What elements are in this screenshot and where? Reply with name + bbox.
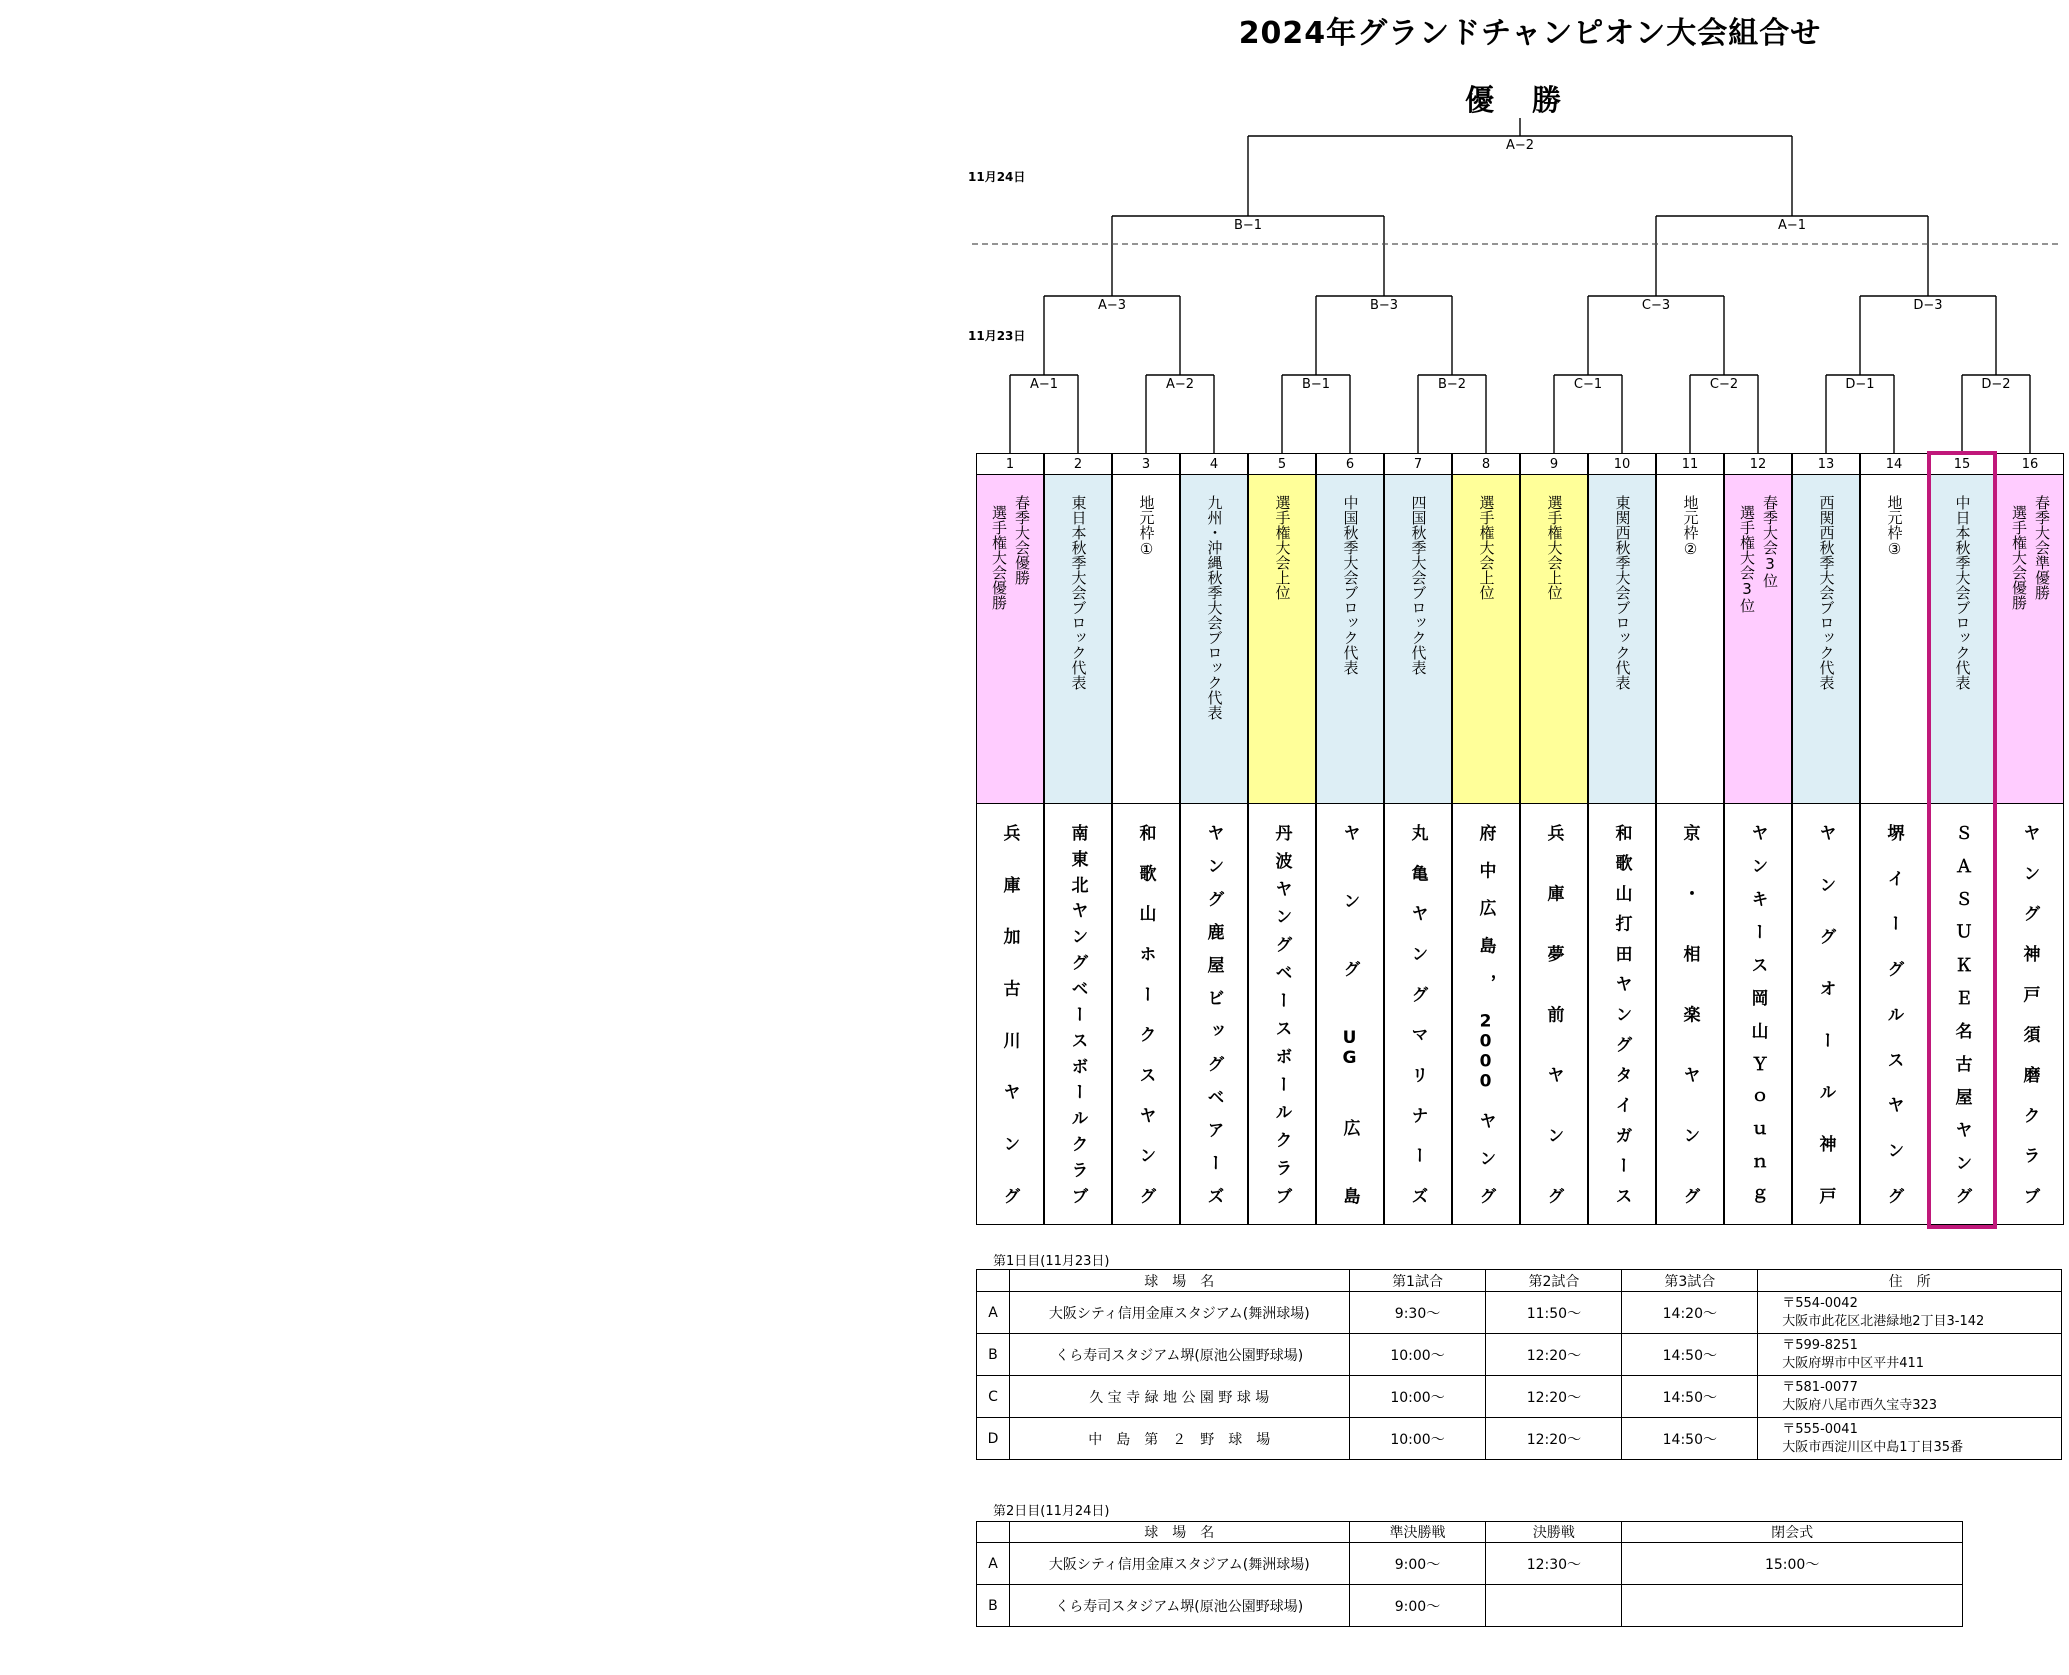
venue-id: A — [977, 1543, 1010, 1585]
slot-number: 11 — [1656, 453, 1724, 475]
slot-number: 14 — [1860, 453, 1928, 475]
match-label-semi: B−1 — [1218, 218, 1278, 233]
match-label-r1: D−2 — [1966, 377, 2026, 392]
date-day2: 11月24日 — [968, 170, 1026, 184]
champion-label: 優 勝 — [1464, 83, 1576, 117]
slot-qualification — [1316, 474, 1384, 804]
qualification-text: 地元枠② — [1681, 495, 1700, 558]
qualification-text-secondary: 選手権大会優勝 — [990, 505, 1008, 610]
slot-team — [1724, 803, 1792, 1225]
team-name: 和歌山ホークスヤング — [1135, 824, 1156, 1204]
qualification-text: 春季大会3位 — [1761, 495, 1779, 588]
slot-qualification — [1452, 474, 1520, 804]
venue-id: D — [977, 1418, 1010, 1460]
slot-qualification — [1180, 474, 1248, 804]
qualification-text-secondary: 選手権大会3位 — [1738, 505, 1756, 613]
match-label-r1: D−1 — [1830, 377, 1890, 392]
game1-time: 10:00〜 — [1349, 1334, 1486, 1376]
qualification-text: 四国秋季大会ブロック代表 — [1409, 495, 1428, 675]
venue-address — [1758, 1418, 2062, 1460]
table-row — [977, 1543, 1963, 1585]
venue-id: C — [977, 1376, 1010, 1418]
semifinal-time: 9:00〜 — [1349, 1543, 1486, 1585]
venue-name: 久 宝 寺 緑 地 公 園 野 球 場 — [1009, 1376, 1349, 1418]
venue-address — [1758, 1376, 2062, 1418]
day1-header-address: 住 所 — [1758, 1270, 2062, 1292]
venue-address — [1758, 1334, 2062, 1376]
team-name: ヤンキース岡山Ｙｏｕｎｇ — [1747, 824, 1768, 1204]
slot-number: 16 — [1996, 453, 2064, 475]
slot-qualification — [1996, 474, 2064, 804]
street-address: 大阪府堺市中区平井411 — [1782, 1355, 1925, 1371]
team-name: ヤング神戸須磨クラブ — [2019, 824, 2040, 1204]
qualification-text: 選手権大会上位 — [1273, 495, 1292, 600]
day1-header-game3: 第3試合 — [1622, 1270, 1758, 1292]
slot-number: 8 — [1452, 453, 1520, 475]
street-address: 大阪市西淀川区中島1丁目35番 — [1782, 1439, 1964, 1455]
slot-number: 10 — [1588, 453, 1656, 475]
day2-header-blank — [977, 1522, 1010, 1543]
day2-header-closing: 閉会式 — [1622, 1522, 1963, 1543]
slot-qualification — [1044, 474, 1112, 804]
team-name: 和歌山打田ヤングタイガース — [1611, 824, 1632, 1204]
qualification-text: 地元枠① — [1137, 495, 1156, 558]
match-label-r1: A−2 — [1150, 377, 1210, 392]
qualification-text-secondary: 選手権大会優勝 — [2010, 505, 2028, 610]
match-label-qf: B−3 — [1354, 298, 1414, 313]
semifinal-time: 9:00〜 — [1349, 1585, 1486, 1627]
slot-qualification — [1248, 474, 1316, 804]
day2-schedule-table — [976, 1521, 1963, 1627]
game2-time: 11:50〜 — [1486, 1292, 1622, 1334]
postal-code: 〒581-0077 — [1782, 1379, 1858, 1395]
game3-time: 14:50〜 — [1622, 1334, 1758, 1376]
slot-number: 9 — [1520, 453, 1588, 475]
table-row — [977, 1585, 1963, 1627]
page-title: 2024年グランドチャンピオン大会組合せ — [1238, 16, 1822, 51]
slot-number: 4 — [1180, 453, 1248, 475]
team-name: 丹波ヤングベースボールクラブ — [1271, 824, 1292, 1204]
slot-team — [1656, 803, 1724, 1225]
match-label-final: A−2 — [1490, 138, 1550, 153]
match-label-semi: A−1 — [1762, 218, 1822, 233]
slot-team — [1452, 803, 1520, 1225]
closing-time: 15:00〜 — [1622, 1543, 1963, 1585]
venue-name: 大阪シティ信用金庫スタジアム(舞洲球場) — [1009, 1292, 1349, 1334]
slot-number: 2 — [1044, 453, 1112, 475]
match-label-qf: D−3 — [1898, 298, 1958, 313]
day1-label: 第1日目(11月23日) — [993, 1254, 1110, 1269]
closing-time — [1622, 1585, 1963, 1627]
slot-team — [1248, 803, 1316, 1225]
slot-team — [976, 803, 1044, 1225]
team-name: 兵庫加古川ヤング — [999, 824, 1020, 1204]
team-name: ヤング鹿屋ビッグベアーズ — [1203, 824, 1224, 1204]
game2-time: 12:20〜 — [1486, 1418, 1622, 1460]
venue-name: 中 島 第 ２ 野 球 場 — [1009, 1418, 1349, 1460]
venue-id: B — [977, 1585, 1010, 1627]
final-time: 12:30〜 — [1486, 1543, 1622, 1585]
game3-time: 14:20〜 — [1622, 1292, 1758, 1334]
qualification-text: 春季大会優勝 — [1013, 495, 1031, 585]
qualification-text: 中国秋季大会ブロック代表 — [1341, 495, 1360, 675]
qualification-text: 春季大会準優勝 — [2033, 495, 2051, 600]
match-label-r1: B−2 — [1422, 377, 1482, 392]
team-name: ヤングオール神戸 — [1815, 824, 1836, 1204]
qualification-text: 西関西秋季大会ブロック代表 — [1817, 495, 1836, 690]
slot-qualification — [1656, 474, 1724, 804]
match-label-r1: A−1 — [1014, 377, 1074, 392]
game1-time: 9:30〜 — [1349, 1292, 1486, 1334]
day1-header-blank — [977, 1270, 1010, 1292]
game1-time: 10:00〜 — [1349, 1376, 1486, 1418]
day1-header-game2: 第2試合 — [1486, 1270, 1622, 1292]
venue-id: B — [977, 1334, 1010, 1376]
slot-qualification — [1792, 474, 1860, 804]
table-row — [977, 1334, 2062, 1376]
game1-time: 10:00〜 — [1349, 1418, 1486, 1460]
team-name: ＳＡＳＵＫＥ名古屋ヤング — [1951, 824, 1972, 1204]
qualification-text: 九州・沖縄秋季大会ブロック代表 — [1205, 495, 1224, 720]
slot-number: 13 — [1792, 453, 1860, 475]
slot-team — [1316, 803, 1384, 1225]
slot-number: 7 — [1384, 453, 1452, 475]
slot-number: 1 — [976, 453, 1044, 475]
venue-name: くら寿司スタジアム堺(原池公園野球場) — [1009, 1585, 1349, 1627]
slot-qualification — [976, 474, 1044, 804]
qualification-text: 選手権大会上位 — [1477, 495, 1496, 600]
postal-code: 〒554-0042 — [1782, 1295, 1858, 1311]
street-address: 大阪市此花区北港緑地2丁目3-142 — [1782, 1313, 1985, 1329]
team-name: 堺イーグルスヤング — [1883, 824, 1904, 1204]
slot-number: 5 — [1248, 453, 1316, 475]
slot-team — [1520, 803, 1588, 1225]
day2-label: 第2日目(11月24日) — [993, 1504, 1110, 1519]
slot-team — [1860, 803, 1928, 1225]
slot-team — [1792, 803, 1860, 1225]
slot-qualification — [1724, 474, 1792, 804]
match-label-qf: C−3 — [1626, 298, 1686, 313]
qualification-text: 東日本秋季大会ブロック代表 — [1069, 495, 1088, 690]
slot-qualification — [1860, 474, 1928, 804]
highlight-box — [1927, 451, 1997, 1229]
day1-header-venue: 球 場 名 — [1009, 1270, 1349, 1292]
qualification-text: 東関西秋季大会ブロック代表 — [1613, 495, 1632, 690]
day1-schedule-table — [976, 1269, 2062, 1460]
venue-name: 大阪シティ信用金庫スタジアム(舞洲球場) — [1009, 1543, 1349, 1585]
date-day1: 11月23日 — [968, 329, 1026, 343]
table-row — [977, 1418, 2062, 1460]
venue-address — [1758, 1292, 2062, 1334]
table-row — [977, 1376, 2062, 1418]
team-name: 府中広島，2000ヤング — [1475, 824, 1496, 1204]
venue-id: A — [977, 1292, 1010, 1334]
postal-code: 〒599-8251 — [1782, 1337, 1858, 1353]
team-name: 兵庫夢前ヤング — [1543, 824, 1564, 1204]
qualification-text: 地元枠③ — [1885, 495, 1904, 558]
team-name: 丸亀ヤングマリナーズ — [1407, 824, 1428, 1204]
game3-time: 14:50〜 — [1622, 1418, 1758, 1460]
day2-header-venue: 球 場 名 — [1009, 1522, 1349, 1543]
venue-name: くら寿司スタジアム堺(原池公園野球場) — [1009, 1334, 1349, 1376]
slot-team — [1588, 803, 1656, 1225]
game2-time: 12:20〜 — [1486, 1334, 1622, 1376]
slot-number: 3 — [1112, 453, 1180, 475]
slot-team — [1044, 803, 1112, 1225]
game3-time: 14:50〜 — [1622, 1376, 1758, 1418]
match-label-r1: C−1 — [1558, 377, 1618, 392]
day1-header-game1: 第1試合 — [1349, 1270, 1486, 1292]
street-address: 大阪府八尾市西久宝寺323 — [1782, 1397, 1938, 1413]
final-time — [1486, 1585, 1622, 1627]
day2-header-final: 決勝戦 — [1486, 1522, 1622, 1543]
slot-number: 15 — [1928, 453, 1996, 475]
match-label-r1: C−2 — [1694, 377, 1754, 392]
team-name: 京・相楽ヤング — [1679, 824, 1700, 1204]
slot-qualification — [1384, 474, 1452, 804]
team-name: 南東北ヤングベースボールクラブ — [1067, 824, 1088, 1204]
table-row — [977, 1292, 2062, 1334]
slot-qualification — [1520, 474, 1588, 804]
slot-team — [1384, 803, 1452, 1225]
day2-header-semifinal: 準決勝戦 — [1349, 1522, 1486, 1543]
slot-team — [1112, 803, 1180, 1225]
team-name: ヤングUG広島 — [1339, 824, 1360, 1204]
postal-code: 〒555-0041 — [1782, 1421, 1858, 1437]
game2-time: 12:20〜 — [1486, 1376, 1622, 1418]
slot-team — [1996, 803, 2064, 1225]
qualification-text: 中日本秋季大会ブロック代表 — [1953, 495, 1972, 690]
qualification-text: 選手権大会上位 — [1545, 495, 1564, 600]
slot-qualification — [1112, 474, 1180, 804]
match-label-r1: B−1 — [1286, 377, 1346, 392]
slot-number: 6 — [1316, 453, 1384, 475]
slot-team — [1180, 803, 1248, 1225]
slot-qualification — [1588, 474, 1656, 804]
slot-number: 12 — [1724, 453, 1792, 475]
match-label-qf: A−3 — [1082, 298, 1142, 313]
